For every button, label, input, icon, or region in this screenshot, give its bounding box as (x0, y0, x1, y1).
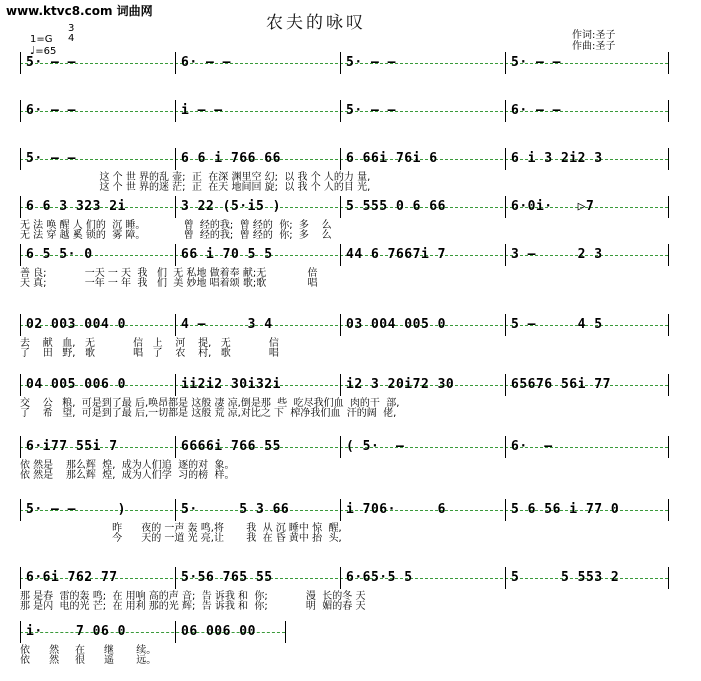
lyric-line: 这 个 世 界的迷 茫; 正 在天 地间回 旋; 以 我 个 人的目 光, (20, 182, 371, 193)
measure: 6·i77 55i 7 (26, 439, 118, 454)
bar-line (175, 148, 176, 170)
bar-line (340, 100, 341, 122)
bar-line (505, 567, 506, 589)
measure: ii2i2 30i32i (181, 377, 281, 392)
measure: i — — (181, 103, 223, 118)
lyric-line: 依 然是 那么辉 煌, 成为人们学 习的榜 样。 (20, 470, 235, 481)
measure: 5· — — (26, 55, 76, 70)
bar-line (20, 567, 21, 589)
lyric-line: 了 希 望, 可是到了最 后,一切都是 这般 荒 凉,对比之 下 榨净我们血 汗的阔 佬, (20, 408, 397, 419)
measure: i 706· 6 (346, 502, 446, 517)
measure: 5· — — (26, 151, 76, 166)
bar-line (668, 374, 669, 396)
composer: 作曲:圣子 (572, 41, 616, 52)
bar-line (340, 196, 341, 218)
site-watermark: www.ktvc8.com 词曲网 (6, 4, 153, 18)
lyric-line: 交 公 粮, 可是到了最 后,唤昂都是 这般 凄 凉,倒是那 些 吃尽我们血 肉的干 部, (20, 398, 400, 409)
bar-line (20, 244, 21, 266)
measure: 6·0i· ▷7 (511, 199, 595, 214)
bar-line (505, 196, 506, 218)
lyric-line: 那 是闪 电的光 芒; 在 用利 那的光 辉; 告 诉我 和 你; 明 媚的春 天 (20, 601, 366, 612)
bar-line (20, 52, 21, 74)
lyric-line: 天 真; 一年 一 年 我 们 美 妙地 唱着颂 歌;歌 唱 (20, 278, 318, 289)
bar-line (340, 244, 341, 266)
measure: 02 003 004 0 (26, 317, 126, 332)
lyric-line: 依 然 在 继 续。 (20, 645, 157, 656)
bar-line (175, 621, 176, 643)
measure: 5 5 553 2 (511, 570, 620, 585)
bar-line (175, 314, 176, 336)
measure: 5· — — (511, 55, 561, 70)
quarter-note-icon: ♩ (30, 44, 36, 57)
bar-line (340, 314, 341, 336)
measure: 6· — (511, 439, 553, 454)
measure: 6 6 i 766 66 (181, 151, 281, 166)
bar-line (20, 314, 21, 336)
credits (572, 30, 615, 52)
bar-line (668, 436, 669, 458)
measure: 5· — — (346, 103, 396, 118)
bar-line (175, 244, 176, 266)
bar-line (505, 148, 506, 170)
bar-line (175, 100, 176, 122)
lyric-line: 依 然是 那么辉 煌, 成为人们追 逐的对 象。 (20, 460, 235, 471)
measure: 03 004 005 0 (346, 317, 446, 332)
bar-line (505, 244, 506, 266)
bar-line (340, 374, 341, 396)
lyric-line: 这 个 世 界的乱 壶; 正 在深 渊里空 幻; 以 我 个 人的力 量, (20, 172, 371, 183)
measure: 5· 5 3 66 (181, 502, 290, 517)
bar-line (175, 436, 176, 458)
lyric-line: 了 田 野, 歌 唱 了 农 村, 歌 唱 (20, 348, 279, 359)
measure: i2 3 20i72 30 (346, 377, 455, 392)
lyric-line: 无 法 唤 醒 人 们的 沉 睡。 曾 经的我; 曾 经的 你; 多 么 (20, 220, 332, 231)
bar-line (668, 567, 669, 589)
meter-top: 3 (68, 23, 75, 34)
measure: i· 7 06 0 (26, 624, 126, 639)
bar-line (20, 100, 21, 122)
measure: 5 — 4 5 (511, 317, 603, 332)
tempo-value: =65 (35, 46, 57, 57)
bar-line (285, 621, 286, 643)
bar-line (668, 244, 669, 266)
bar-line (340, 436, 341, 458)
bar-line (20, 196, 21, 218)
bar-line (505, 52, 506, 74)
measure: 5· — — (346, 55, 396, 70)
bar-line (668, 499, 669, 521)
bar-line (340, 52, 341, 74)
bar-line (505, 100, 506, 122)
measure: 6· — — (181, 55, 231, 70)
measure: 3 — 2 3 (511, 247, 603, 262)
measure: 6· — — (511, 103, 561, 118)
bar-line (20, 374, 21, 396)
bar-line (668, 314, 669, 336)
measure: 6· — — (26, 103, 76, 118)
staff-line (20, 63, 668, 64)
bar-line (340, 499, 341, 521)
measure: 6 66i 76i 6 (346, 151, 438, 166)
bar-line (175, 374, 176, 396)
lyric-line: 今 天的 一道 光 亮,让 我 在 昏 黄中 抬 头, (20, 533, 342, 544)
bar-line (668, 148, 669, 170)
bar-line (340, 567, 341, 589)
bar-line (505, 314, 506, 336)
measure: 5· — — ) (26, 502, 126, 517)
measure: 6·65·5 5 (346, 570, 413, 585)
lyric-line: 依 然 很 遥 远。 (20, 655, 157, 666)
measure: 44 6 7667i 7 (346, 247, 446, 262)
measure: 3 22 (5·i5 ) (181, 199, 281, 214)
measure: 65676 56i 77 (511, 377, 611, 392)
measure: 5 555 0 6 66 (346, 199, 446, 214)
meter-bottom: 4 (68, 33, 75, 44)
lyric-line: 那 是春 雷的轰 鸣; 在 用响 高的声 音; 告 诉我 和 你; 漫 长的冬 天 (20, 591, 366, 602)
bar-line (175, 52, 176, 74)
measure: 4 — 3 4 (181, 317, 273, 332)
measure: 6 i 3 2i2 3 (511, 151, 603, 166)
bar-line (175, 196, 176, 218)
bar-line (505, 374, 506, 396)
measure: 6·6i 762 77 (26, 570, 118, 585)
bar-line (505, 499, 506, 521)
key-signature: 1=G (30, 34, 53, 45)
staff-line (20, 111, 668, 112)
song-title: 农夫的咏叹 (266, 13, 366, 33)
measure: 6666i 766 55 (181, 439, 281, 454)
measure: 06 006 00 (181, 624, 256, 639)
bar-line (20, 148, 21, 170)
bar-line (20, 436, 21, 458)
bar-line (668, 196, 669, 218)
lyric-line: 去 献 血, 无 信 上 河 提, 无 信 (20, 338, 279, 349)
bar-line (668, 100, 669, 122)
measure: 04 005 006 0 (26, 377, 126, 392)
time-signature (68, 24, 74, 44)
measure: 66 i 70 5 5 (181, 247, 273, 262)
lyric-line: 昨 夜的 一声 轰 鸣,将 我 从 沉 睡中 惊 醒, (20, 523, 342, 534)
measure: 6 5 5· 0 (26, 247, 93, 262)
measure: 5 6 56 i 77 0 (511, 502, 620, 517)
bar-line (20, 499, 21, 521)
measure: 6 6 3 323 2i (26, 199, 126, 214)
bar-line (175, 567, 176, 589)
measure: 5·56 765 55 (181, 570, 273, 585)
lyric-line: 善 良; 一天 一 天 我 们 无 私地 做着奉 献;无 倍 (20, 268, 318, 279)
lyric-line: 无 法 穿 越 奚 锁的 雾 障。 曾 经的我; 曾 经的 你; 多 么 (20, 230, 332, 241)
bar-line (20, 621, 21, 643)
bar-line (175, 499, 176, 521)
bar-line (668, 52, 669, 74)
measure: ( 5· — (346, 439, 405, 454)
bar-line (340, 148, 341, 170)
lyricist: 作词:圣子 (572, 30, 616, 41)
bar-line (505, 436, 506, 458)
